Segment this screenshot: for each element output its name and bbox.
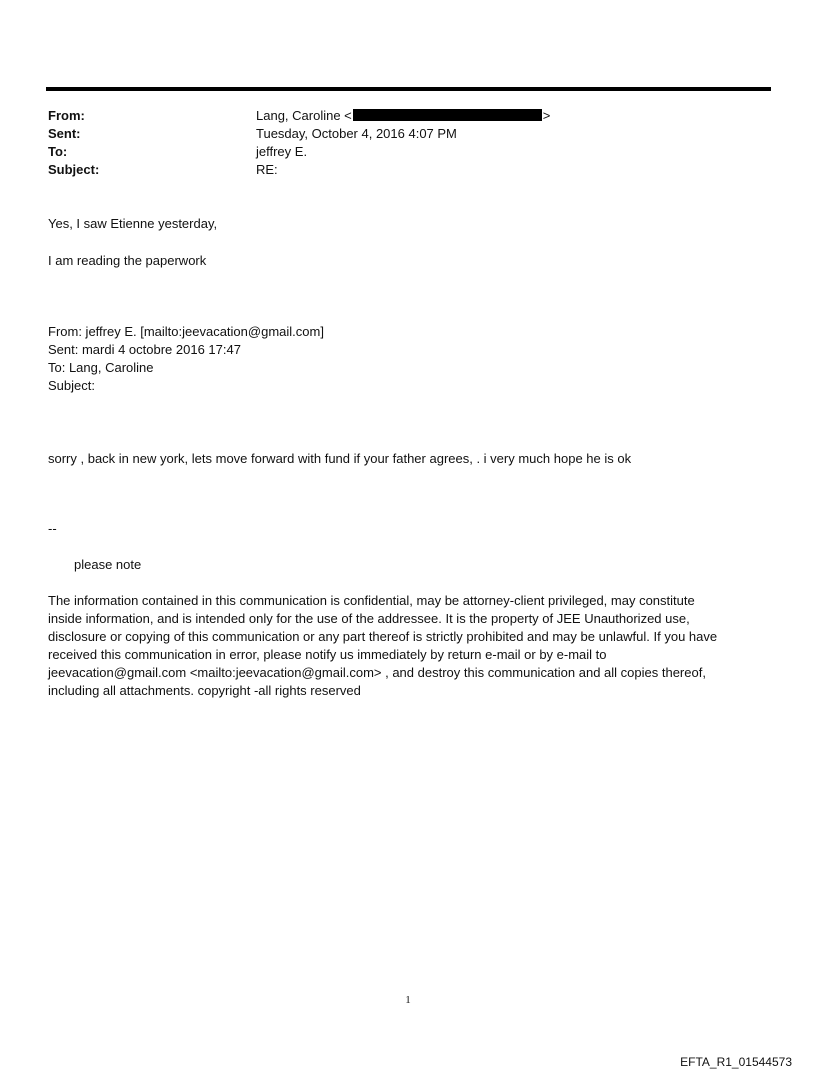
from-label: From: xyxy=(48,108,85,123)
document-id: EFTA_R1_01544573 xyxy=(680,1055,792,1069)
from-close: > xyxy=(542,108,551,123)
body-line-2: I am reading the paperwork xyxy=(48,253,207,268)
disclaimer-line: received this communication in error, please notify us immediately by return e-mail or by e-mail to xyxy=(48,647,607,662)
body-line-1: Yes, I saw Etienne yesterday, xyxy=(48,216,218,231)
header-rule xyxy=(46,87,771,91)
disclaimer xyxy=(48,592,768,700)
signature-note: please note xyxy=(74,557,142,572)
from-value xyxy=(256,107,550,125)
subject-value: RE: xyxy=(256,162,278,177)
disclaimer-line: including all attachments. copyright -all rights reserved xyxy=(48,683,361,698)
subject-label: Subject: xyxy=(48,162,100,177)
to-label: To: xyxy=(48,144,68,159)
redaction-block xyxy=(353,109,542,121)
disclaimer-line: The information contained in this communication is confidential, may be attorney-client privileged, may constitute xyxy=(48,593,695,608)
to-value: jeffrey E. xyxy=(256,144,308,159)
quoted-sent: Sent: mardi 4 octobre 2016 17:47 xyxy=(48,342,241,357)
disclaimer-line: disclosure or copying of this communication or any part thereof is strictly prohibited and may be unlawful. If you have xyxy=(48,629,718,644)
disclaimer-line: jeevacation@gmail.com <mailto:jeevacation@gmail.com> , and destroy this communication and all copies thereof, xyxy=(48,665,706,680)
quoted-subject: Subject: xyxy=(48,378,95,393)
disclaimer-line: inside information, and is intended only for the use of the addressee. It is the property of JEE Unauthorized use, xyxy=(48,611,690,626)
quoted-from: From: jeffrey E. [mailto:jeevacation@gmail.com] xyxy=(48,324,324,339)
quoted-message: sorry , back in new york, lets move forward with fund if your father agrees, . i very much hope he is ok xyxy=(48,451,632,466)
signature-dashes: -- xyxy=(48,521,57,536)
from-name: Lang, Caroline < xyxy=(256,108,352,123)
sent-label: Sent: xyxy=(48,126,81,141)
sent-value: Tuesday, October 4, 2016 4:07 PM xyxy=(256,126,457,141)
page-number: 1 xyxy=(405,994,411,1006)
quoted-to: To: Lang, Caroline xyxy=(48,360,154,375)
